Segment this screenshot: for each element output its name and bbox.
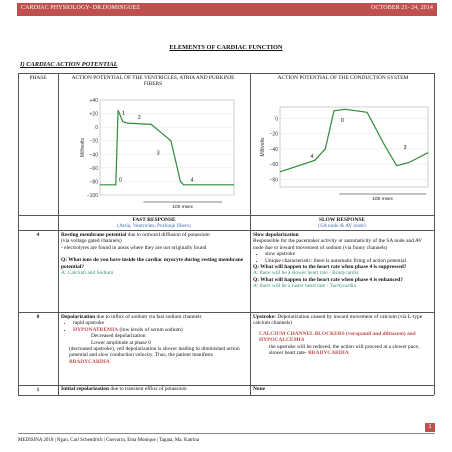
y-tick-label: +40: [89, 98, 98, 104]
conduction-action-potential-graph: [256, 103, 432, 207]
y-tick-label: +20: [89, 111, 98, 118]
phase-0-slow-text: Upstroke: Depolarization caused by inward movement of calcium (via L-type calcium channels) CALCIUM CHANNEL BLOCKERS (verapamil and diltiazem) and HYPOCALCEMIA the upstroke will be reduced, the action will proceed at a slower pace, slower heart rate- BRADYCARDIA: [253, 314, 423, 357]
phase-label: 1: [122, 110, 125, 117]
phase-4-fast-text: Resting membrane potential due to outward diffusion of potassium (via voltage gated channels) - electrolytes are found in areas where they are not originally found Q: What ions do you have inside the cardiac myocyte during resting membrane potential? A: Calcium and Sodium: [61, 232, 244, 277]
phase-label: 3: [403, 144, 407, 151]
col-phase-header: PHASE: [29, 75, 47, 81]
phase-label: 4: [190, 177, 194, 184]
y-tick-label: −60: [89, 165, 98, 172]
phase-label: 4: [310, 154, 314, 161]
y-tick-label: −40: [269, 146, 278, 153]
footer-authors: MEDISINA 2018 | Ngan, Carl Schendrich | Guevarra, Ema Monique | Tagata, Ma. Katrina: [18, 438, 199, 443]
header-date: OCTOBER 21- 24, 2014: [371, 5, 433, 11]
phase-4-label: 4: [36, 232, 40, 238]
slow-response-title: SLOW RESPONSE (SA node & AV node): [318, 217, 366, 230]
ventricle-action-potential-graph: [78, 97, 238, 213]
y-tick-label: 0: [275, 116, 278, 123]
phase-0-fast-text: Depolarization due to influx of sodium via fast sodium channels • rapid upstroke • HYPONATREMIA (low levels of serum sodium) Decreased depolarization Lower amplitude at phase 0 (decreased upstroke), cell depolarization is slower leading to diminished action potential and slow conduction velocity. Thus, the patient manifests BRADYCARDIA: [61, 314, 247, 365]
page-title: ELEMENTS OF CARDIAC FUNCTION: [169, 44, 283, 51]
phase-label: 2: [137, 115, 141, 121]
y-tick-label: −100: [86, 193, 98, 199]
phase-1-label: 1: [36, 387, 40, 393]
scale-bar-label: 100 msec: [172, 205, 194, 210]
phase-label: 0: [340, 118, 344, 125]
scale-bar-label: 100 msec: [372, 197, 394, 202]
y-tick-label: 0: [95, 125, 98, 132]
y-tick-label: −20: [269, 131, 278, 138]
page-number: 1: [425, 423, 435, 432]
footer-divider: [18, 433, 435, 434]
col-ventricle-header: ACTION POTENTIAL OF THE VENTRICLES, ATRIA AND PURKINJE FIBERS: [71, 75, 235, 88]
phase-label: 3: [156, 150, 160, 157]
col-conduction-header: ACTION POTENTIAL OF THE CONDUCTION SYSTEM: [277, 75, 409, 81]
y-axis-label: Millivolts: [80, 138, 86, 157]
action-potential-table: [18, 73, 434, 395]
y-tick-label: −20: [89, 138, 98, 145]
phase-1-fast-text: Initial repolarization due to transient efflux of potassium: [61, 386, 187, 392]
y-tick-label: −60: [269, 162, 278, 169]
y-axis-label: Millivolts: [260, 137, 266, 157]
y-tick-label: −80: [89, 179, 98, 186]
phase-4-slow-text: Slow depolarization Responsible for the pacemaker activity or automaticity of the SA node and AV node due to inward movement of sodium (via funny channels) • slow upstroke • Unique characteristic: there is automatic firing of action potential Q: What will happen to the heart rate when phase 4 is suppressed? A: there will be a slower heart rate - Bradycardia Q: What will happen to the heart rate when phase 4 is enhanced? A: there will be a faster heart rate - Tachycardia: [253, 232, 432, 290]
header-bar: [17, 3, 437, 16]
fast-response-title: FAST RESPONSE (Atria, Ventricles, Purkinje fibers): [117, 217, 191, 230]
phase-1-slow-text: None: [253, 386, 265, 392]
y-tick-label: −80: [269, 177, 278, 184]
header-course: CARDIAC PHYSIOLOGY- DR.DOMINGUEZ: [21, 5, 141, 11]
y-tick-label: −40: [89, 152, 98, 159]
phase-0-label: 0: [36, 314, 40, 320]
section-heading: I) CARDIAC ACTION POTENTIAL: [20, 61, 118, 68]
phase-label: 0: [118, 177, 122, 184]
